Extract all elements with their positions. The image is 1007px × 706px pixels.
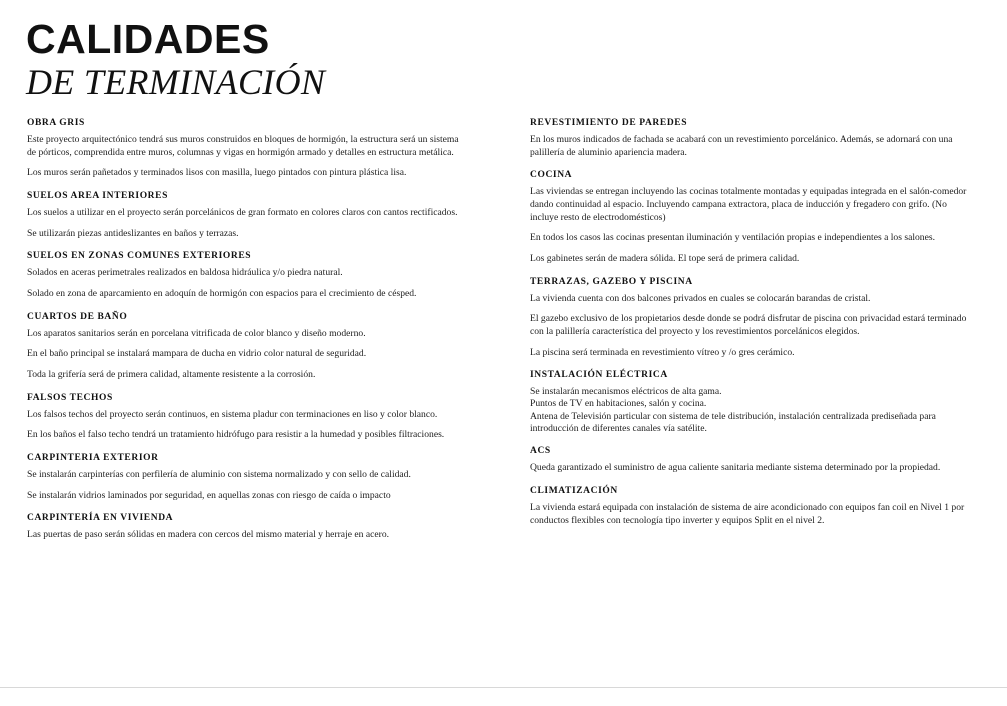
- section-paragraph: En los muros indicados de fachada se acabará con un revestimiento porcelánico. Además, se adornará con una palillería de aluminio apariencia madera.: [530, 134, 953, 158]
- right-column: [503, 118, 1007, 553]
- section-paragraph: Las viviendas se entregan incluyendo las cocinas totalmente montadas y equipadas integrada en el salón-comedor dando continuidad al espacio. Incluyendo campana extractora, placa de inducción y fregadero con grifo. (No incluye resto de electrodomésticos): [530, 186, 967, 223]
- content-section: [530, 486, 971, 527]
- section-heading: INSTALACIÓN ELÉCTRICA: [530, 370, 668, 381]
- title-line-main: CALIDADES: [26, 16, 270, 62]
- section-heading: CARPINTERIA EXTERIOR: [27, 452, 159, 463]
- content-columns: [0, 118, 1007, 553]
- title-line-sub: DE TERMINACIÓN: [26, 62, 326, 103]
- content-section: [530, 370, 971, 435]
- section-paragraph: La piscina será terminada en revestimiento vítreo y /o gres cerámico.: [530, 346, 795, 358]
- section-heading: CUARTOS DE BAÑO: [27, 311, 128, 322]
- content-section: [27, 312, 467, 382]
- section-heading: CLIMATIZACIÓN: [530, 485, 618, 496]
- content-section: [27, 513, 467, 542]
- section-heading: ACS: [530, 446, 551, 457]
- section-paragraph: Los falsos techos del proyecto serán continuos, en sistema pladur con terminaciones en liso y color blanco.: [27, 408, 438, 420]
- section-heading: SUELOS EN ZONAS COMUNES EXTERIORES: [27, 251, 252, 262]
- section-heading: SUELOS AREA INTERIORES: [27, 190, 168, 201]
- section-heading: CARPINTERÍA EN VIVIENDA: [27, 513, 174, 524]
- section-paragraph: Se instalarán carpinterías con perfilería de aluminio con sistema normalizado y con sello de calidad.: [27, 468, 411, 480]
- section-paragraph: El gazebo exclusivo de los propietarios desde donde se podrá disfrutar de piscina con privacidad estará terminado con la palillería característica del proyecto y los revestimientos porcelánicos elegidos.: [530, 313, 967, 337]
- left-column: [0, 118, 503, 553]
- content-section: [27, 393, 467, 442]
- section-paragraph: Los muros serán pañetados y terminados lisos con masilla, luego pintados con pintura plástica lisa.: [27, 167, 407, 179]
- content-section: [27, 453, 467, 502]
- section-paragraph: En el baño principal se instalará mampara de ducha en vidrio color natural de seguridad.: [27, 348, 367, 360]
- section-paragraph: Los aparatos sanitarios serán en porcelana vitrificada de color blanco y diseño moderno.: [27, 327, 366, 339]
- content-section: [530, 170, 971, 265]
- footer-strip: [0, 688, 1007, 706]
- section-paragraph: La vivienda cuenta con dos balcones privados en cuales se colocarán barandas de cristal.: [530, 292, 871, 304]
- section-paragraph: Los gabinetes serán de madera sólida. El tope será de primera calidad.: [530, 252, 800, 264]
- section-paragraph: Puntos de TV en habitaciones, salón y cocina.: [530, 398, 707, 410]
- section-paragraph: Antena de Televisión particular con sistema de tele distribución, instalación centralizada prediseñada para introducción de diferentes canales vía satélite.: [530, 410, 936, 435]
- content-section: [27, 251, 467, 300]
- content-section: [530, 118, 971, 159]
- section-paragraph: Solado en zona de aparcamiento en adoquín de hormigón con espacios para el crecimiento de césped.: [27, 287, 417, 299]
- content-section: [27, 191, 467, 240]
- section-paragraph: Se instalarán mecanismos eléctricos de alta gama.: [530, 386, 722, 398]
- section-paragraph: Se instalarán vidrios laminados por seguridad, en aquellas zonas con riesgo de caída o impacto: [27, 489, 391, 501]
- section-paragraph: Las puertas de paso serán sólidas en madera con cercos del mismo material y herraje en acero.: [27, 529, 390, 541]
- section-paragraph: Queda garantizado el suministro de agua caliente sanitaria mediante sistema determinado por la propiedad.: [530, 462, 941, 474]
- content-section: [27, 118, 467, 180]
- section-heading: COCINA: [530, 170, 573, 181]
- section-paragraph: En los baños el falso techo tendrá un tratamiento hidrófugo para resistir a la humedad y posibles filtraciones.: [27, 429, 445, 441]
- section-heading: FALSOS TECHOS: [27, 392, 113, 403]
- section-heading: REVESTIMIENTO DE PAREDES: [530, 118, 688, 128]
- section-paragraph: En todos los casos las cocinas presentan iluminación y ventilación propias e independientes a los salones.: [530, 232, 935, 244]
- content-section: [530, 446, 971, 475]
- section-paragraph: Los suelos a utilizar en el proyecto serán porcelánicos de gran formato en colores claros con cantos rectificados.: [27, 206, 458, 218]
- section-paragraph: La vivienda estará equipada con instalación de sistema de aire acondicionado con equipos fan coil en Nivel 1 por conductos flexibles con tecnología tipo inverter y equipos Split en el nivel 2.: [530, 501, 965, 526]
- section-heading: OBRA GRIS: [27, 118, 85, 128]
- section-paragraph: Toda la grifería será de primera calidad, altamente resistente a la corrosión.: [27, 368, 316, 380]
- section-heading: TERRAZAS, GAZEBO Y PISCINA: [530, 276, 693, 287]
- section-paragraph: Este proyecto arquitectónico tendrá sus muros construidos en bloques de hormigón, la estructura será un sistema de pórticos, comprendida entre muros, columnas y vigas en hormigón armado y detalles en estructura metálica.: [27, 134, 459, 158]
- section-paragraph: Se utilizarán piezas antideslizantes en baños y terrazas.: [27, 227, 239, 239]
- page-title: [26, 18, 325, 103]
- content-section: [530, 277, 971, 360]
- section-paragraph: Solados en aceras perimetrales realizados en baldosa hidráulica y/o piedra natural.: [27, 267, 343, 279]
